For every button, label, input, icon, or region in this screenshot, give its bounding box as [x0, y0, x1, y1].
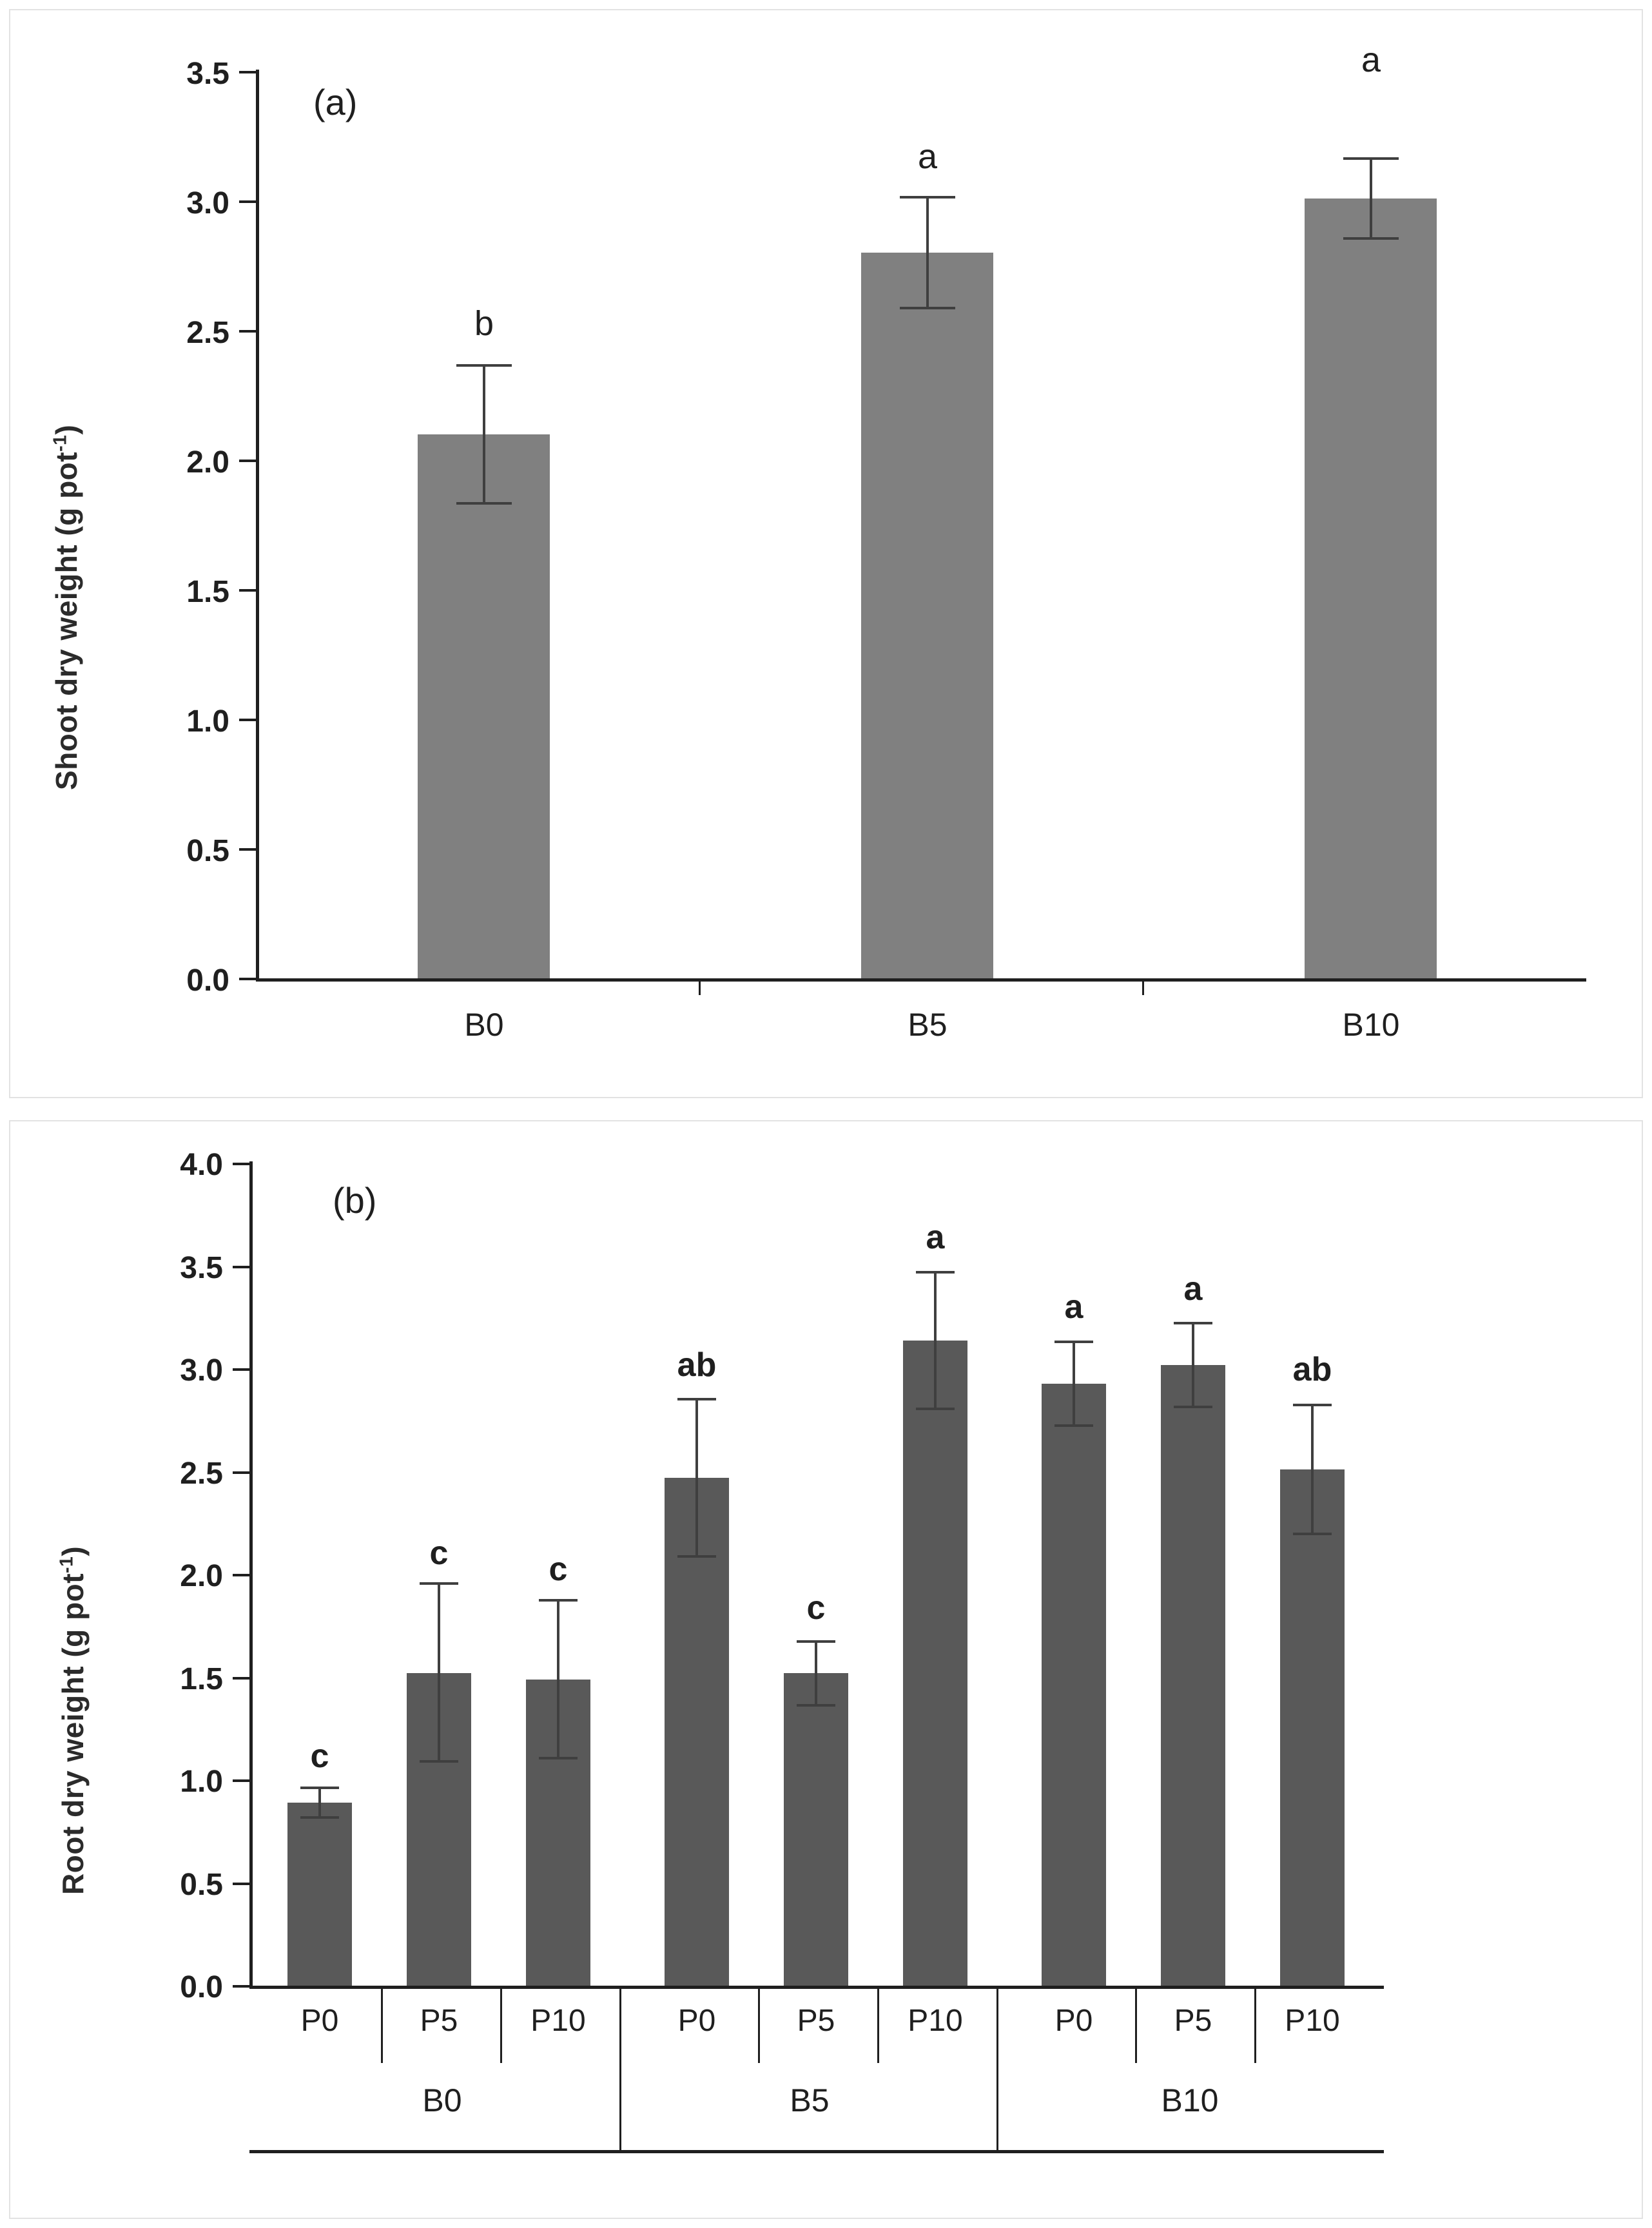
panel-b-xcat-6: P10: [908, 2004, 963, 2038]
panel-a-tag: (a): [313, 82, 358, 122]
error-stem: [815, 1640, 817, 1707]
panel-b-category-band-baseline: [249, 2150, 1384, 2153]
error-cap-top: [797, 1640, 835, 1643]
panel-b-letter-5: c: [806, 1589, 826, 1627]
error-cap-top: [1054, 1341, 1093, 1343]
error-cap-bottom: [539, 1757, 578, 1759]
panel-b-ytick-1: 0.5: [180, 1868, 223, 1902]
panel-a-tick-1: [239, 848, 256, 851]
error-cap-bottom: [677, 1555, 716, 1558]
panel-b-ytick-3: 1.5: [180, 1662, 223, 1696]
error-stem: [1073, 1341, 1075, 1427]
error-stem: [934, 1271, 937, 1410]
panel-a-ytick-5: 2.5: [186, 316, 229, 350]
panel-b-group-b0: B0: [422, 2082, 462, 2118]
panel-b-errorbar-4: [677, 1398, 716, 1558]
error-stem: [695, 1398, 698, 1558]
panel-a-letter-b5: a: [917, 137, 938, 176]
panel-b-x-axis: [249, 1986, 1384, 1989]
panel-b-ytick-8: 4.0: [180, 1148, 223, 1182]
panel-b-ytick-5: 2.5: [180, 1457, 223, 1491]
panel-a-bar-b10: [1305, 199, 1437, 978]
error-stem: [483, 364, 485, 505]
error-cap-top: [916, 1271, 955, 1274]
error-stem: [926, 196, 929, 309]
panel-b-letter-7: a: [1064, 1288, 1084, 1326]
panel-b-errorbar-6: [916, 1271, 955, 1410]
panel-a-bar-b0: [418, 434, 550, 978]
panel-b-group-b10: B10: [1161, 2082, 1219, 2118]
panel-b-errorbar-7: [1054, 1341, 1093, 1427]
panel-b-letter-8: a: [1183, 1270, 1203, 1308]
panel-a-ytick-0: 0.0: [186, 964, 229, 998]
panel-b-tick-8: [233, 1163, 249, 1165]
panel-b-letter-2: c: [429, 1535, 449, 1572]
panel-b-ytick-7: 3.5: [180, 1251, 223, 1285]
panel-b-letter-6: a: [926, 1219, 945, 1256]
panel-b-tick-4: [233, 1574, 249, 1576]
panel-b-errorbar-3: [539, 1599, 578, 1759]
error-stem: [1311, 1404, 1314, 1535]
panel-a-errorbar-b5: [900, 196, 955, 309]
panel-b-y-axis-label-close: ): [56, 1545, 90, 1556]
panel-b-ytick-4: 2.0: [180, 1559, 223, 1593]
error-cap-top: [1293, 1404, 1332, 1406]
panel-a-ytick-2: 1.0: [186, 704, 229, 739]
error-cap-bottom: [1293, 1533, 1332, 1535]
panel-a-tick-2: [239, 719, 256, 721]
panel-a-separator-2: [1142, 978, 1144, 995]
panel-a-x-axis: [256, 978, 1586, 982]
error-stem: [1192, 1322, 1194, 1408]
panel-b-tick-1: [233, 1883, 249, 1885]
panel-b-ytick-6: 3.0: [180, 1353, 223, 1388]
panel-b-ytick-0: 0.0: [180, 1970, 223, 2004]
error-cap-top: [456, 364, 512, 367]
panel-a-y-axis-label-sup: -1: [50, 434, 71, 452]
panel-b-y-axis: [249, 1161, 253, 1989]
panel-a-tick-3: [239, 589, 256, 592]
panel-a-ytick-4: 2.0: [186, 445, 229, 480]
panel-a-ytick-7: 3.5: [186, 57, 229, 91]
error-cap-bottom: [456, 502, 512, 505]
panel-b-y-axis-label-sup: -1: [56, 1556, 77, 1573]
panel-b-ytick-2: 1.0: [180, 1765, 223, 1799]
error-cap-bottom: [420, 1760, 458, 1763]
panel-b: [9, 1120, 1643, 2219]
panel-b-letter-9: ab: [1292, 1351, 1332, 1388]
panel-b-bar-5: [784, 1673, 848, 1986]
error-cap-top: [900, 196, 955, 199]
panel-b-letter-3: c: [549, 1551, 568, 1588]
panel-b-bar-6: [903, 1341, 967, 1986]
panel-a-tick-4: [239, 460, 256, 462]
panel-b-tick-0: [233, 1985, 249, 1988]
panel-b-xcat-7: P0: [1054, 2004, 1093, 2038]
panel-a-tick-0: [239, 978, 256, 980]
panel-a-y-axis-label-text: Shoot dry weight (g pot: [50, 451, 83, 790]
error-cap-bottom: [300, 1816, 339, 1819]
panel-b-tick-3: [233, 1677, 249, 1680]
panel-b-xcat-9: P10: [1285, 2004, 1340, 2038]
panel-a-tick-6: [239, 200, 256, 203]
panel-b-letter-4: ab: [677, 1346, 717, 1384]
error-cap-bottom: [916, 1408, 955, 1410]
panel-b-separator-3: [619, 1986, 621, 2152]
error-cap-top: [300, 1787, 339, 1789]
panel-b-xcat-2: P5: [420, 2004, 458, 2038]
panel-b-separator-6: [996, 1986, 998, 2152]
panel-a-ytick-1: 0.5: [186, 834, 229, 868]
panel-b-xcat-3: P10: [530, 2004, 586, 2038]
error-cap-top: [420, 1582, 458, 1585]
error-cap-bottom: [1343, 237, 1399, 240]
panel-b-bar-9: [1280, 1469, 1345, 1986]
error-cap-bottom: [1054, 1424, 1093, 1427]
panel-b-xcat-4: P0: [677, 2004, 716, 2038]
error-cap-top: [1174, 1322, 1212, 1324]
panel-b-errorbar-1: [300, 1787, 339, 1819]
panel-b-errorbar-2: [420, 1582, 458, 1763]
panel-b-xcat-5: P5: [797, 2004, 835, 2038]
panel-a-letter-b0: b: [474, 304, 494, 343]
error-cap-bottom: [1174, 1406, 1212, 1408]
panel-a-xcat-b0: B0: [464, 1007, 504, 1043]
panel-a-ytick-3: 1.5: [186, 575, 229, 609]
panel-a-xcat-b5: B5: [908, 1007, 947, 1043]
panel-a-errorbar-b10: [1343, 157, 1399, 240]
panel-b-bar-7: [1042, 1384, 1106, 1986]
panel-a-bar-b5: [861, 253, 993, 978]
panel-b-bar-8: [1161, 1365, 1225, 1986]
panel-a-separator-1: [699, 978, 701, 995]
error-stem: [557, 1599, 559, 1759]
panel-a-y-axis: [256, 70, 259, 982]
panel-a: [9, 9, 1643, 1098]
panel-b-tick-5: [233, 1471, 249, 1474]
panel-b-errorbar-8: [1174, 1322, 1212, 1408]
panel-a-tick-5: [239, 330, 256, 333]
error-stem: [1370, 157, 1372, 240]
panel-b-group-b5: B5: [790, 2082, 830, 2118]
panel-a-letter-b10: a: [1361, 41, 1381, 79]
panel-a-ytick-6: 3.0: [186, 186, 229, 220]
error-cap-top: [677, 1398, 716, 1400]
panel-b-tick-6: [233, 1368, 249, 1371]
error-cap-bottom: [797, 1704, 835, 1707]
error-cap-top: [539, 1599, 578, 1602]
error-cap-bottom: [900, 307, 955, 309]
panel-b-y-axis-label: [55, 1546, 90, 1895]
panel-a-errorbar-b0: [456, 364, 512, 505]
panel-a-y-axis-label-close: ): [50, 424, 83, 435]
panel-b-y-axis-label-text: Root dry weight (g pot: [56, 1573, 90, 1895]
panel-b-tag: (b): [333, 1180, 377, 1221]
panel-b-bar-1: [287, 1803, 352, 1986]
panel-b-tick-2: [233, 1779, 249, 1782]
panel-b-tick-7: [233, 1266, 249, 1268]
error-cap-top: [1343, 157, 1399, 160]
panel-b-xcat-1: P0: [300, 2004, 339, 2038]
error-stem: [318, 1787, 321, 1819]
panel-b-errorbar-5: [797, 1640, 835, 1707]
panel-b-errorbar-9: [1293, 1404, 1332, 1535]
panel-a-tick-7: [239, 71, 256, 73]
panel-a-xcat-b10: B10: [1342, 1007, 1400, 1043]
panel-b-letter-1: c: [310, 1738, 329, 1775]
panel-b-xcat-8: P5: [1174, 2004, 1212, 2038]
error-stem: [438, 1582, 440, 1763]
panel-a-y-axis-label: [49, 425, 84, 790]
